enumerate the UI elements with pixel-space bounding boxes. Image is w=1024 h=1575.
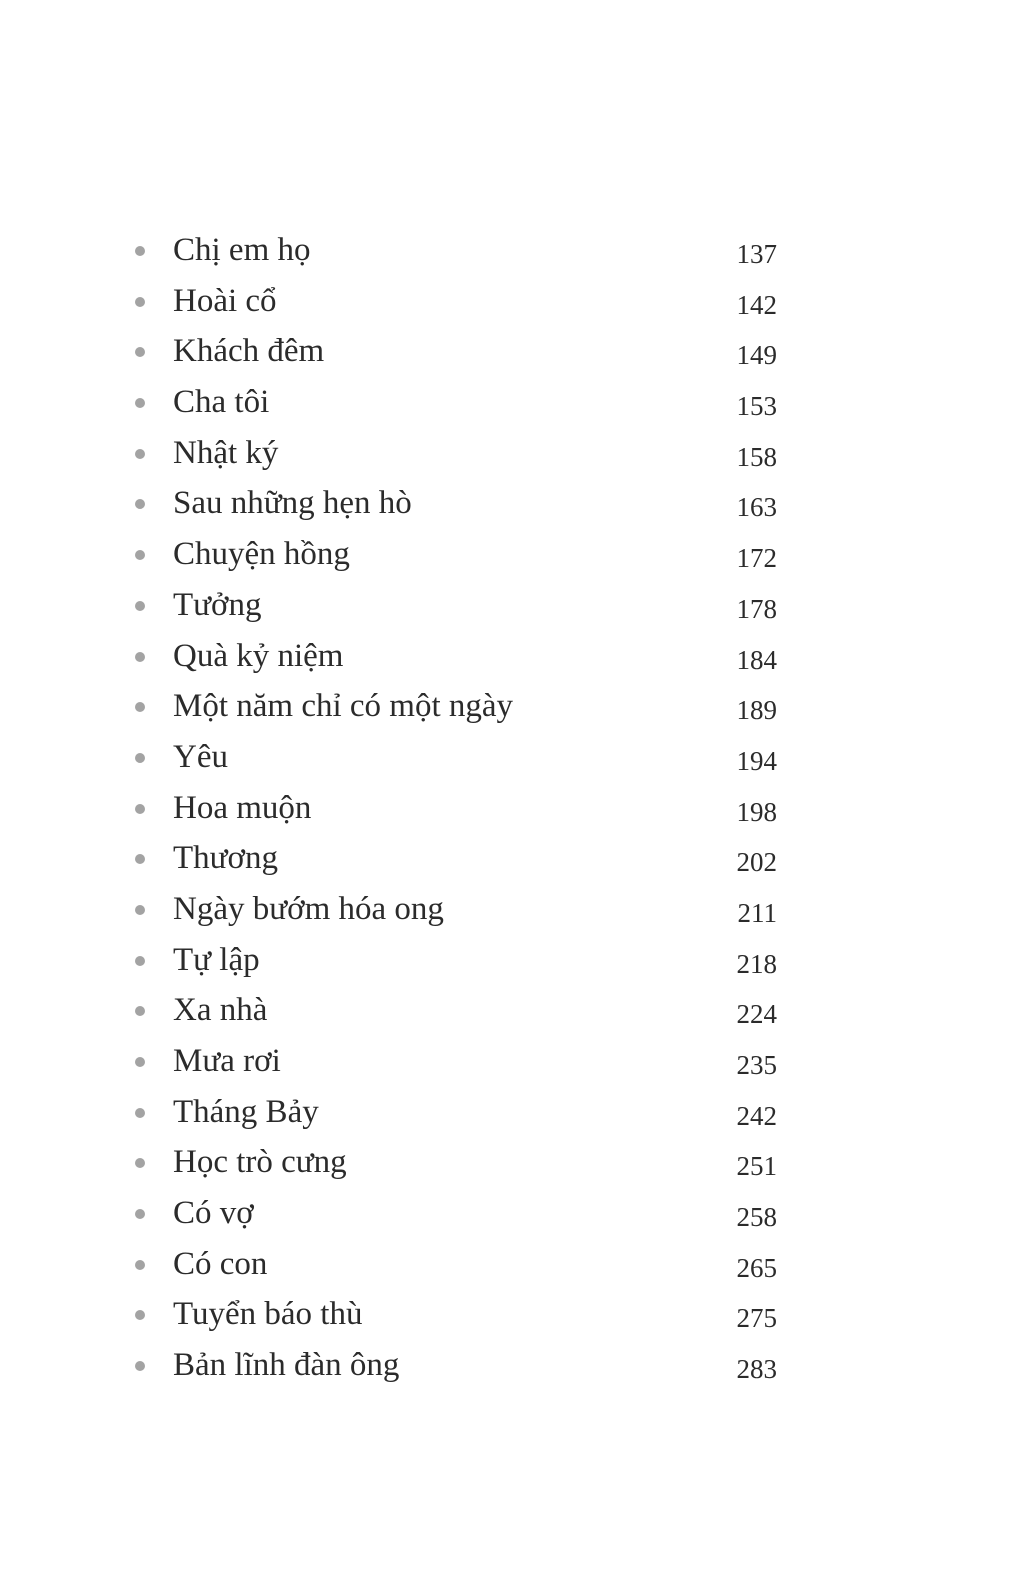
toc-entry-title: Khách đêm bbox=[173, 333, 325, 370]
toc-entry-page-number: 235 bbox=[736, 1050, 777, 1080]
toc-entry-title: Tưởng bbox=[173, 586, 262, 623]
toc-entry-page-number: 163 bbox=[736, 492, 777, 523]
toc-entry-page-number: 142 bbox=[736, 289, 777, 320]
toc-entry-page-number: 137 bbox=[736, 239, 777, 269]
toc-entry-page-number: 153 bbox=[736, 391, 777, 422]
bullet-dot-icon bbox=[135, 1108, 145, 1118]
toc-entry-page-number: 202 bbox=[736, 847, 777, 878]
toc-entry-page-number: 178 bbox=[736, 593, 777, 624]
bullet-dot-icon bbox=[135, 297, 145, 307]
bullet-dot-icon bbox=[135, 1057, 145, 1067]
toc-entry-title: Tuyển báo thù bbox=[173, 1296, 363, 1333]
toc-entry[interactable] bbox=[0, 986, 1024, 1037]
toc-entry-title: Tháng Bảy bbox=[173, 1093, 319, 1130]
bullet-dot-icon bbox=[135, 1209, 145, 1219]
toc-entry-page-number: 251 bbox=[736, 1151, 777, 1182]
bullet-dot-icon bbox=[135, 956, 145, 966]
bullet-dot-icon bbox=[135, 449, 145, 459]
table-of-contents bbox=[0, 226, 1024, 1392]
toc-entry-title: Cha tôi bbox=[173, 384, 270, 421]
toc-entry-title: Nhật ký bbox=[173, 434, 279, 471]
toc-entry[interactable] bbox=[0, 1341, 1024, 1392]
toc-entry-page-number: 172 bbox=[736, 543, 777, 574]
toc-entry[interactable] bbox=[0, 733, 1024, 784]
toc-entry-page-number: 189 bbox=[736, 695, 777, 726]
toc-entry[interactable] bbox=[0, 834, 1024, 885]
toc-entry-title: Mưa rơi bbox=[173, 1043, 281, 1079]
toc-entry-title: Học trò cưng bbox=[173, 1144, 347, 1181]
toc-entry-title: Tự lập bbox=[173, 941, 260, 978]
toc-entry[interactable] bbox=[0, 632, 1024, 683]
toc-entry[interactable] bbox=[0, 1138, 1024, 1189]
bullet-dot-icon bbox=[135, 398, 145, 408]
toc-entry-page-number: 242 bbox=[736, 1100, 777, 1131]
toc-entry-page-number: 184 bbox=[736, 644, 777, 675]
toc-entry-page-number: 149 bbox=[736, 340, 777, 371]
toc-entry-title: Có vợ bbox=[173, 1195, 254, 1232]
toc-entry-title: Chị em họ bbox=[173, 232, 311, 268]
toc-entry-title: Có con bbox=[173, 1245, 268, 1282]
toc-entry-title: Xa nhà bbox=[173, 992, 268, 1029]
toc-entry[interactable] bbox=[0, 936, 1024, 987]
toc-entry-title: Thương bbox=[173, 840, 278, 877]
toc-entry[interactable] bbox=[0, 429, 1024, 480]
bullet-dot-icon bbox=[135, 753, 145, 763]
toc-entry-page-number: 218 bbox=[736, 948, 777, 979]
toc-entry[interactable] bbox=[0, 1290, 1024, 1341]
bullet-dot-icon bbox=[135, 804, 145, 814]
toc-entry[interactable] bbox=[0, 226, 1024, 277]
bullet-dot-icon bbox=[135, 702, 145, 712]
toc-entry-page-number: 265 bbox=[736, 1252, 777, 1283]
toc-entry-title: Hoài cổ bbox=[173, 282, 277, 319]
toc-entry-title: Bản lĩnh đàn ông bbox=[173, 1347, 400, 1384]
toc-entry-page-number: 224 bbox=[736, 999, 777, 1030]
toc-entry-page-number: 211 bbox=[737, 897, 777, 928]
bullet-dot-icon bbox=[135, 1361, 145, 1371]
toc-entry[interactable] bbox=[0, 581, 1024, 632]
bullet-dot-icon bbox=[135, 854, 145, 864]
toc-entry-title: Ngày bướm hóa ong bbox=[173, 890, 444, 927]
toc-entry-page-number: 158 bbox=[736, 441, 777, 472]
bullet-dot-icon bbox=[135, 246, 145, 256]
toc-entry-page-number: 194 bbox=[736, 745, 777, 776]
toc-entry[interactable] bbox=[0, 327, 1024, 378]
toc-entry[interactable] bbox=[0, 1240, 1024, 1291]
toc-entry-page-number: 275 bbox=[736, 1303, 777, 1334]
toc-entry-title: Yêu bbox=[173, 738, 228, 775]
toc-entry[interactable] bbox=[0, 885, 1024, 936]
toc-entry-title: Chuyện hồng bbox=[173, 536, 350, 573]
bullet-dot-icon bbox=[135, 1260, 145, 1270]
toc-entry[interactable] bbox=[0, 530, 1024, 581]
toc-entry-page-number: 198 bbox=[736, 796, 777, 827]
toc-entry-title: Sau những hẹn hò bbox=[173, 485, 412, 522]
bullet-dot-icon bbox=[135, 652, 145, 662]
toc-entry-title: Hoa muộn bbox=[173, 789, 312, 826]
bullet-dot-icon bbox=[135, 550, 145, 560]
toc-entry[interactable] bbox=[0, 277, 1024, 328]
bullet-dot-icon bbox=[135, 1310, 145, 1320]
bullet-dot-icon bbox=[135, 499, 145, 509]
bullet-dot-icon bbox=[135, 905, 145, 915]
toc-entry[interactable] bbox=[0, 378, 1024, 429]
bullet-dot-icon bbox=[135, 1158, 145, 1168]
toc-entry[interactable] bbox=[0, 1088, 1024, 1139]
bullet-dot-icon bbox=[135, 1006, 145, 1016]
toc-entry[interactable] bbox=[0, 784, 1024, 835]
toc-entry-title: Một năm chỉ có một ngày bbox=[173, 688, 514, 725]
toc-entry-page-number: 258 bbox=[736, 1202, 777, 1233]
bullet-dot-icon bbox=[135, 601, 145, 611]
toc-entry[interactable] bbox=[0, 479, 1024, 530]
toc-entry[interactable] bbox=[0, 1189, 1024, 1240]
toc-entry[interactable] bbox=[0, 1037, 1024, 1088]
bullet-dot-icon bbox=[135, 347, 145, 357]
toc-entry[interactable] bbox=[0, 682, 1024, 733]
toc-entry-title: Quà kỷ niệm bbox=[173, 637, 344, 674]
toc-entry-page-number: 283 bbox=[736, 1354, 777, 1385]
